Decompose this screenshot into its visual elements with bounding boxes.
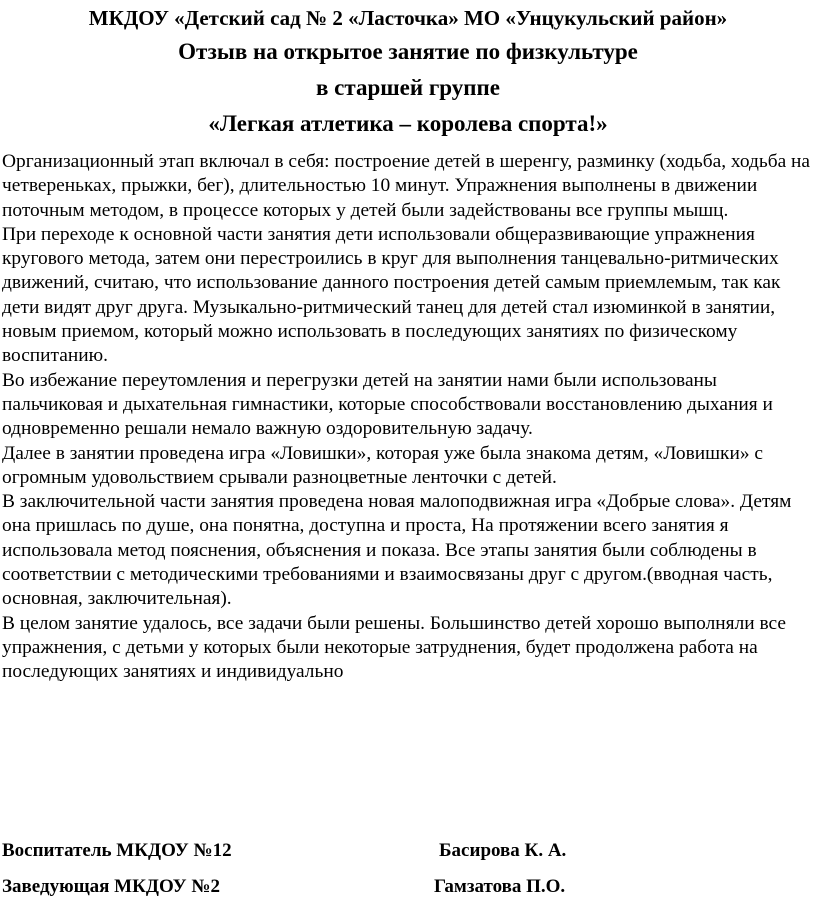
paragraph-conclusion: В целом занятие удалось, все задачи были решены. Большинство детей хорошо выполняли все упражнения, с детьми у которых были некоторые затруднения, будет продолжена работа на последующих занятиях и индивидуально bbox=[2, 612, 786, 683]
paragraph-final-part: В заключительной части занятия проведена новая малоподвижная игра «Добрые слова». Детям она пришлась по душе, она понятна, доступна и проста, На протяжении всего занятия я использовала метод пояснения, объяснения и показа. Все этапы занятия были соблюдены в соответствии с методическими требованиями и взаимосвязаны друг с другом.(вводная часть, основная, заключительная). bbox=[2, 491, 792, 610]
organization-name: МКДОУ «Детский сад № 2 «Ласточка» МО «Унцукульский район» bbox=[88, 6, 728, 30]
document-title-line-1: Отзыв на открытое занятие по физкультуре bbox=[178, 39, 638, 64]
signature-row-teacher bbox=[2, 838, 814, 864]
document-title-line-3: «Легкая атлетика – королева спорта!» bbox=[208, 111, 608, 136]
signature-role: Заведующая МКДОУ №2 bbox=[2, 876, 220, 897]
signature-row-head bbox=[2, 874, 814, 900]
paragraph-main-part: При переходе к основной части занятия дети использовали общеразвивающие упражнения кругового метода, затем они перестроились в круг для выполнения танцевально-ритмических движений, считаю, что использование данного построения детей самым приемлемым, так как дети видят друг друга. Музыкально-ритмический танец для детей стал изюминкой в занятии, новым приемом, который можно использовать в последующих занятиях по физическому воспитанию. bbox=[2, 223, 781, 367]
signature-role: Воспитатель МКДОУ №12 bbox=[2, 840, 232, 861]
document-title-line-2: в старшей группе bbox=[315, 75, 501, 100]
signature-name: Басирова К. А. bbox=[439, 840, 567, 861]
signature-name: Гамзатова П.О. bbox=[434, 876, 566, 897]
paragraph-gymnastics: Во избежание переутомления и перегрузки детей на занятии нами были использованы пальчиковая и дыхательная гимнастики, которые способствовали восстановлению дыхания и одновременно решали немало важную оздоровительную задачу. bbox=[2, 369, 773, 440]
review-body bbox=[2, 150, 814, 685]
paragraph-game-lovishki: Далее в занятии проведена игра «Ловишки», которая уже была знакома детям, «Ловишки» с огромным удовольствием срывали разноцветные ленточки с детей. bbox=[2, 442, 763, 488]
document-header bbox=[0, 2, 816, 142]
paragraph-organizational-stage: Организационный этап включал в себя: построение детей в шеренгу, разминку (ходьба, ходьба на четвереньках, прыжки, бег), длительностью 10 минут. Упражнения выполнены в движении поточным методом, в процессе которых у детей были задействованы все группы мышц. bbox=[2, 151, 811, 221]
